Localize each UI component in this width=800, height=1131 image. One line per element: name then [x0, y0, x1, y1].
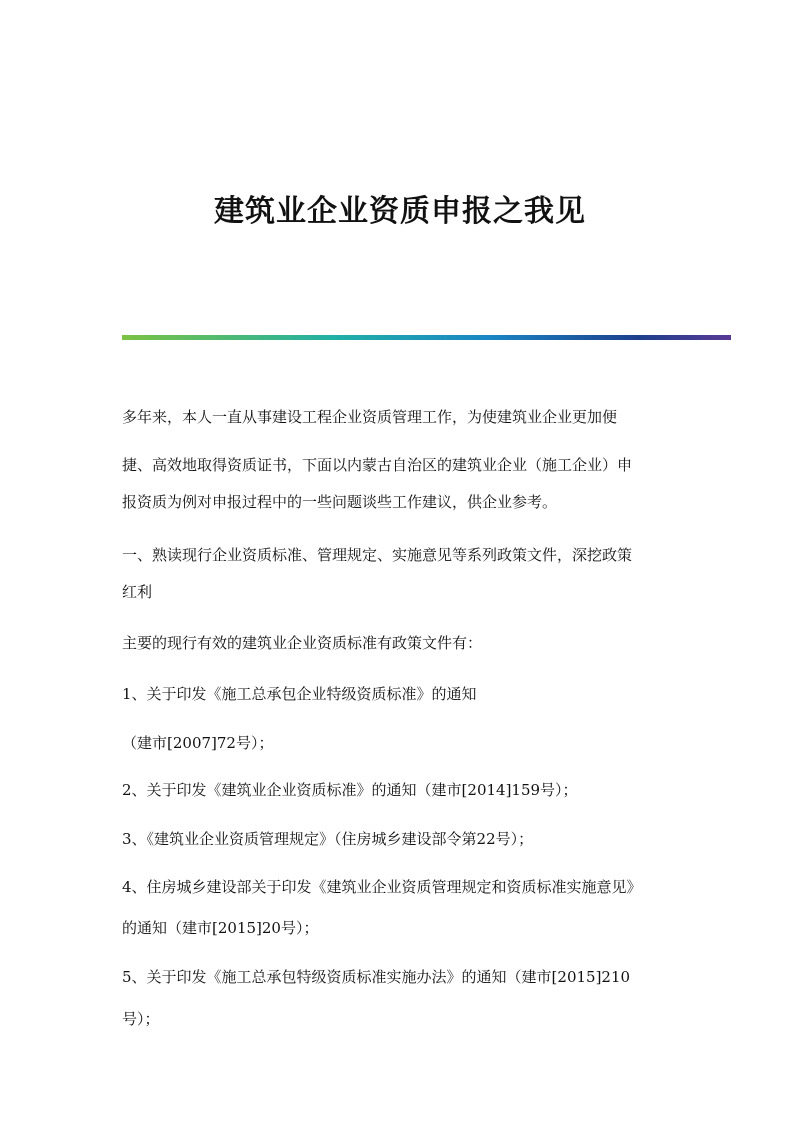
body-line: 多年来，本人一直从事建设工程企业资质管理工作，为使建筑业企业更加便 [122, 408, 618, 426]
list-item: 号）； [122, 1010, 160, 1028]
body-line: 捷、高效地取得资质证书，下面以内蒙古自治区的建筑业企业（施工企业）申 [122, 456, 633, 474]
list-item: 4、住房城乡建设部关于印发《建筑业企业资质管理规定和资质标准实施意见》 [122, 878, 642, 896]
body-line: 主要的现行有效的建筑业企业资质标准有政策文件有： [122, 634, 483, 652]
section-heading: 一、熟读现行企业资质标准、管理规定、实施意见等系列政策文件，深挖政策 [122, 546, 633, 564]
list-item: 3、《建筑业企业资质管理规定》（住房城乡建设部令第22号）； [122, 830, 534, 848]
title-divider [122, 335, 731, 340]
list-item: 5、关于印发《施工总承包特级资质标准实施办法》的通知（建市[2015]210 [122, 968, 631, 986]
list-item: （建市[2007]72号）； [122, 734, 274, 752]
list-item: 2、关于印发《建筑业企业资质标准》的通知（建市[2014]159号）； [122, 781, 578, 799]
list-item: 的通知（建市[2015]20号）； [122, 919, 319, 937]
list-item: 1、关于印发《施工总承包企业特级资质标准》的通知 [122, 685, 477, 703]
section-heading: 红利 [122, 583, 153, 601]
body-line: 报资质为例对申报过程中的一些问题谈些工作建议，供企业参考。 [122, 493, 558, 511]
document-title: 建筑业企业资质申报之我见 [214, 194, 586, 229]
